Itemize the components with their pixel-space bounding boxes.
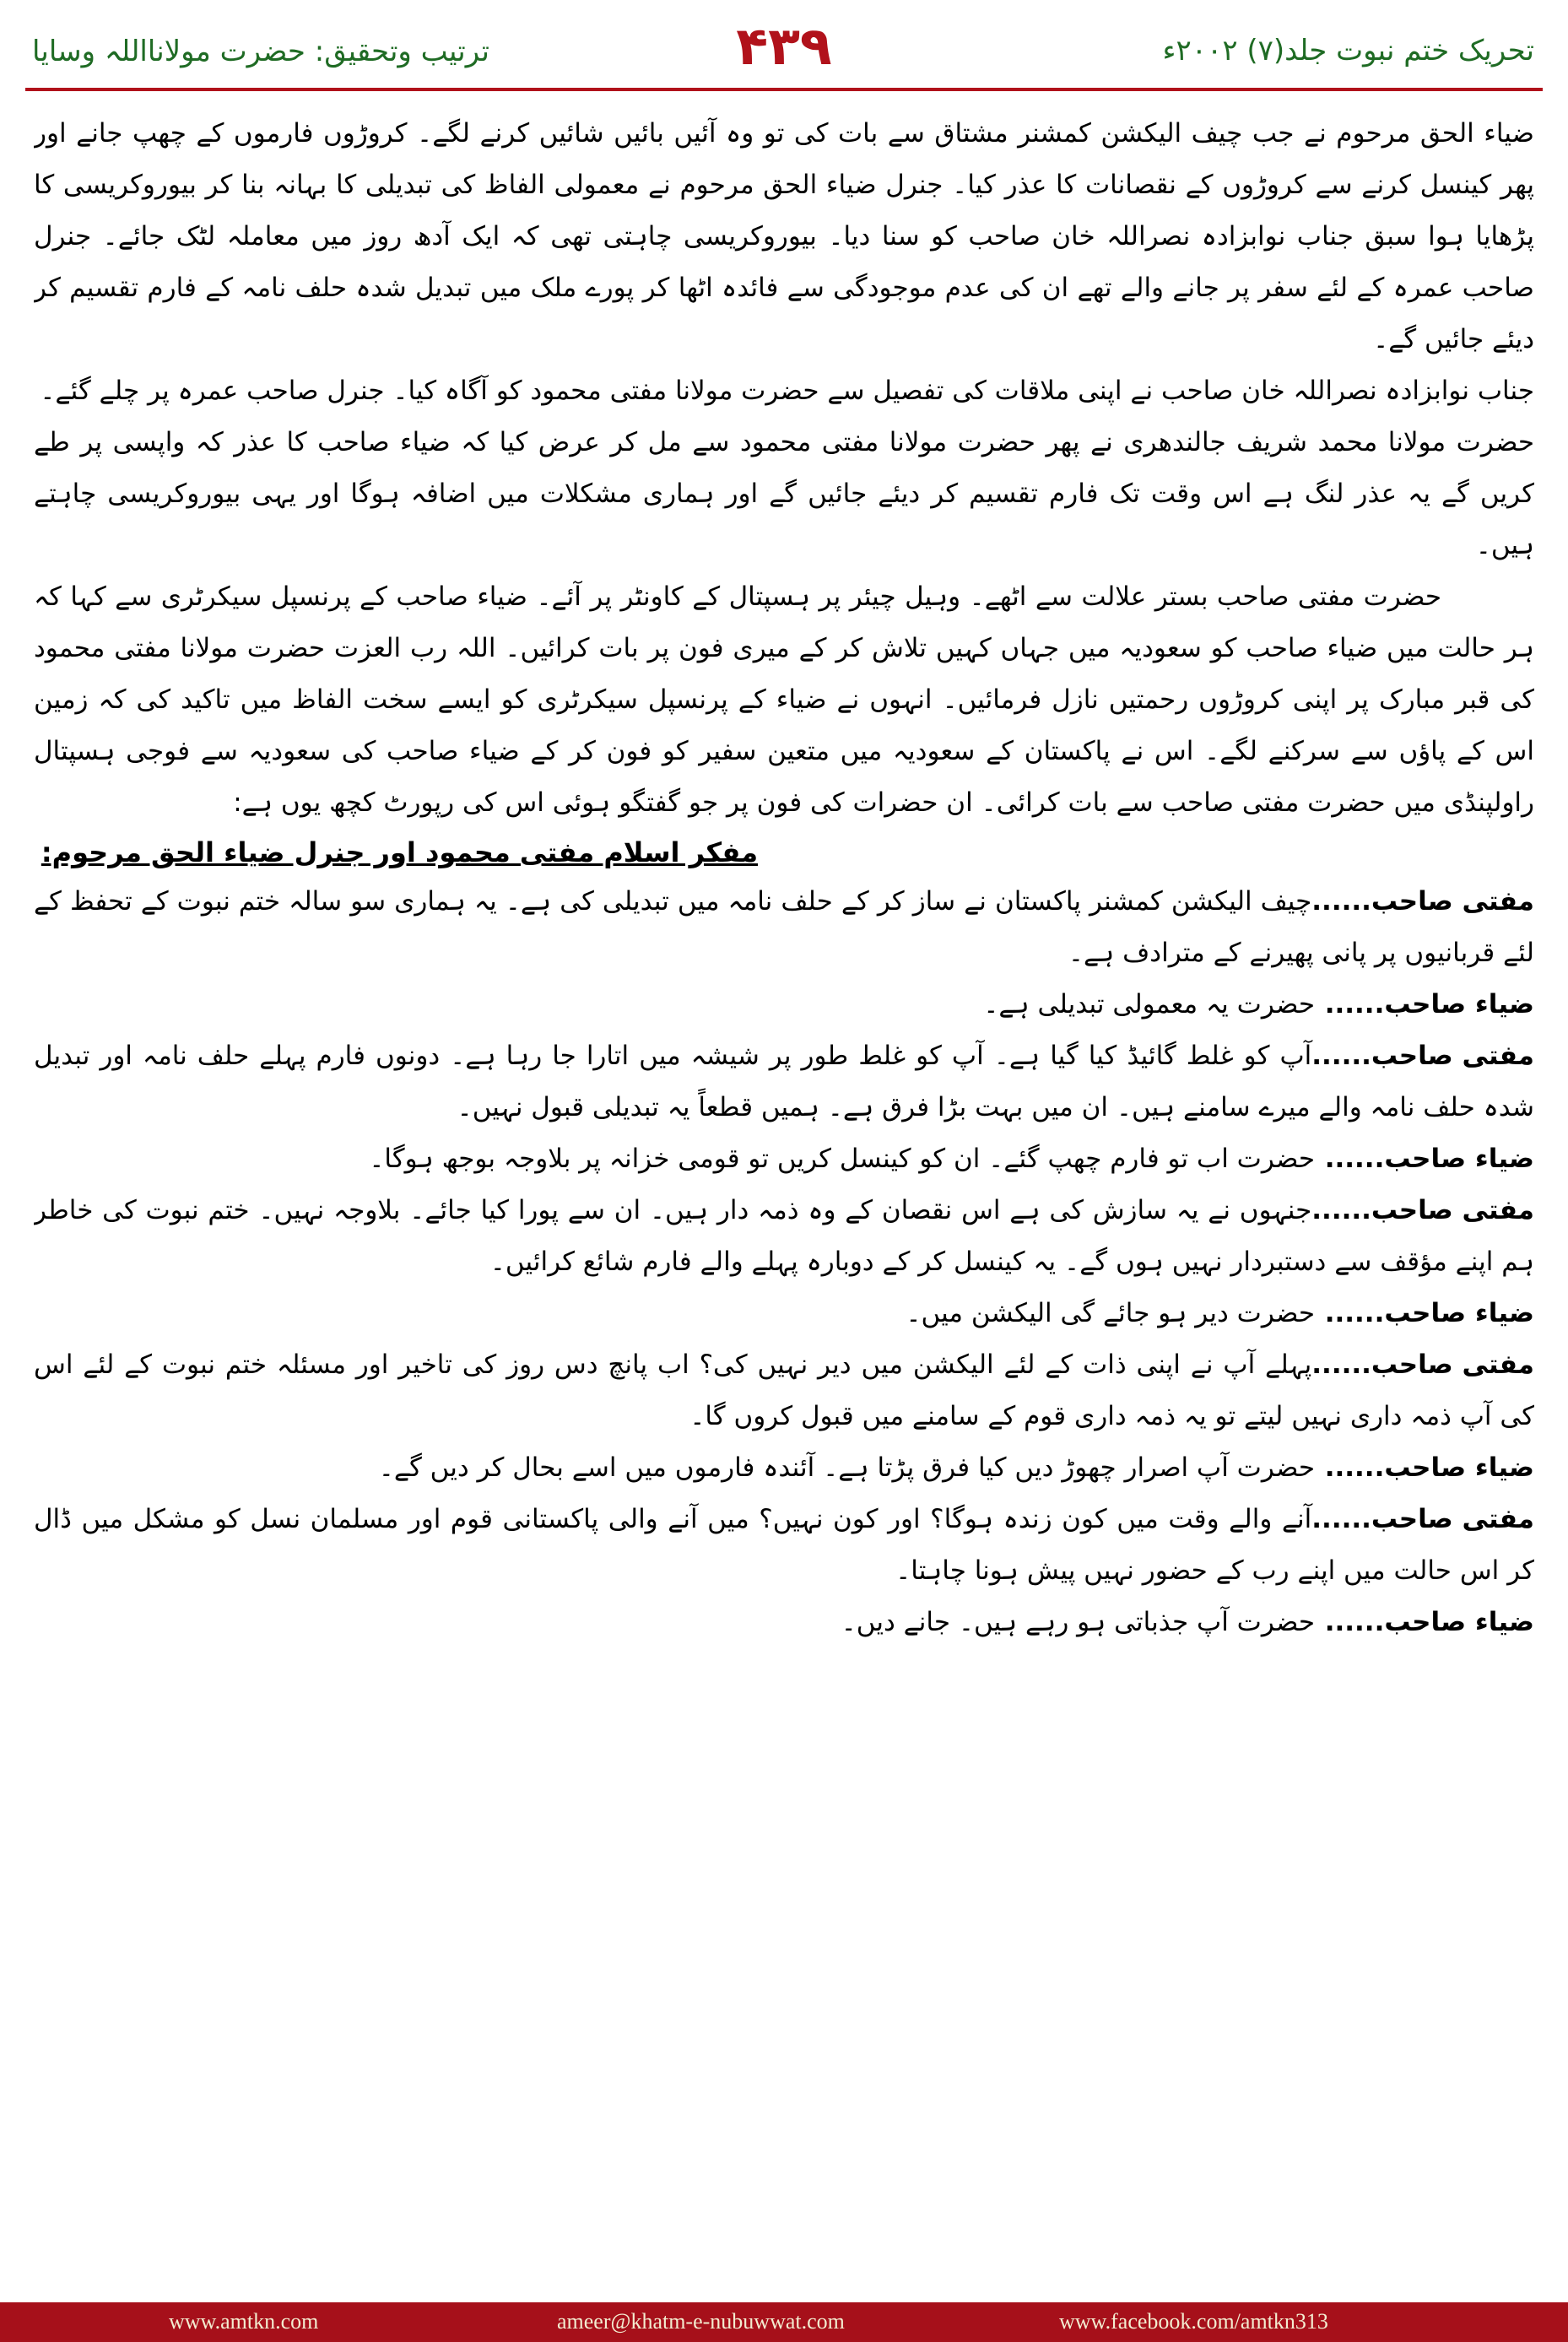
speaker-label: ضیاء صاحب...... xyxy=(1324,989,1534,1020)
dialogue-text: پہلے آپ نے اپنی ذات کے لئے الیکشن میں دیر نہیں کی؟ اب پانچ دس روز کی تاخیر اور مسئلہ ختم نبوت کے لئے اس کی آپ ذمہ داری نہیں لیتے تو یہ ذمہ داری قوم کے سامنے میں قبول کروں گا۔ xyxy=(34,1349,1534,1431)
dialogue-line xyxy=(34,876,1534,979)
speaker-label: ضیاء صاحب...... xyxy=(1324,1298,1534,1328)
dialogue-line xyxy=(34,1185,1534,1288)
speaker-label: مفتی صاحب...... xyxy=(1311,1195,1534,1225)
dialogue-text: حضرت دیر ہو جائے گی الیکشن میں۔ xyxy=(906,1298,1315,1328)
header-divider xyxy=(25,88,1543,91)
website-link[interactable]: www.amtkn.com xyxy=(169,2309,319,2334)
speaker-label: مفتی صاحب...... xyxy=(1311,1349,1534,1380)
paragraph: حضرت مفتی صاحب بستر علالت سے اٹھے۔ وہیل چیئر پر ہسپتال کے کاونٹر پر آئے۔ ضیاء صاحب کے پرنسپل سیکرٹری سے کہا کہ ہر حالت میں ضیاء صاحب کو سعودیہ میں جہاں کہیں تلاش کر کے میری فون پر بات کرائیں۔ اللہ رب العزت حضرت مولانا مفتی محمود کی قبر مبارک پر اپنی کروڑوں رحمتیں نازل فرمائیں۔ انہوں نے ضیاء کے پرنسپل سیکرٹری کو ایسے سخت الفاظ میں تاکید کی کہ زمین اس کے پاؤں سے سرکنے لگے۔ اس نے پاکستان کے سعودیہ میں متعین سفیر کو فون کر کے ضیاء صاحب کی سعودیہ سے فوجی ہسپتال راولپنڈی میں حضرت مفتی صاحب سے بات کرائی۔ ان حضرات کی فون پر جو گفتگو ہوئی اس کی رپورٹ کچھ یوں ہے: xyxy=(34,581,1534,818)
dialogue-text: آپ کو غلط گائیڈ کیا گیا ہے۔ آپ کو غلط طور پر شیشہ میں اتارا جا رہا ہے۔ دونوں فارم پہلے حلف نامہ اور تبدیل شدہ حلف نامہ والے میرے سامنے ہیں۔ ان میں بہت بڑا فرق ہے۔ ہمیں قطعاً یہ تبدیلی قبول نہیں۔ xyxy=(34,1041,1534,1122)
speaker-label: مفتی صاحب...... xyxy=(1311,1504,1534,1534)
dialogue-line xyxy=(34,1288,1534,1339)
speaker-label: ضیاء صاحب...... xyxy=(1324,1144,1534,1174)
speaker-label: ضیاء صاحب...... xyxy=(1324,1607,1534,1637)
page-body xyxy=(34,108,1534,2281)
paragraph: ضیاء الحق مرحوم نے جب چیف الیکشن کمشنر مشتاق سے بات کی تو وہ آئیں بائیں شائیں کرنے لگے۔ کروڑوں فارموں کے چھپ جانے اور پھر کینسل کرنے سے کروڑوں کے نقصانات کا عذر کیا۔ جنرل ضیاء الحق مرحوم نے معمولی الفاظ کی تبدیلی کا بہانہ بنا کر بیوروکریسی کا پڑھایا ہوا سبق جناب نوابزادہ نصراللہ خان صاحب کو سنا دیا۔ بیوروکریسی چاہتی تھی کہ ایک آدھ روز میں معاملہ لٹک جائے۔ جنرل صاحب عمرہ کے لئے سفر پر جانے والے تھے ان کی عدم موجودگی سے فائدہ اٹھا کر پورے ملک میں تبدیل شدہ حلف نامہ کے فارم تقسیم کر دیئے جائیں گے۔ xyxy=(34,118,1534,354)
page-footer xyxy=(0,2302,1568,2342)
book-title: تحریک ختم نبوت جلد(۷) ۲۰۰۲ء xyxy=(1162,34,1534,68)
page-header xyxy=(0,0,1568,93)
dialogue-line xyxy=(34,1494,1534,1597)
dialogue-text: حضرت یہ معمولی تبدیلی ہے۔ xyxy=(983,989,1315,1020)
speaker-label: مفتی صاحب...... xyxy=(1311,886,1534,917)
speaker-label: ضیاء صاحب...... xyxy=(1324,1452,1534,1483)
dialogue-line xyxy=(34,1442,1534,1494)
dialogue-text: حضرت آپ اصرار چھوڑ دیں کیا فرق پڑتا ہے۔ آئندہ فارموں میں اسے بحال کر دیں گے۔ xyxy=(378,1452,1315,1483)
dialogue-line xyxy=(34,1133,1534,1185)
paragraph: حضرت مولانا محمد شریف جالندھری نے پھر حضرت مولانا مفتی محمود سے مل کر عرض کیا کہ ضیاء صاحب کا عذر کہ واپسی پر طے کریں گے یہ عذر لنگ ہے اس وقت تک فارم تقسیم کر دیئے جائیں گے اور ہماری مشکلات میں اضافہ ہوگا اور یہی بیوروکریسی چاہتے ہیں۔ xyxy=(34,427,1534,560)
dialogue-line xyxy=(34,1339,1534,1442)
section-heading: مفکر اسلام مفتی محمود اور جنرل ضیاء الحق مرحوم: xyxy=(41,836,758,868)
compiler-credit: ترتیب وتحقیق: حضرت مولانااللہ وسایا xyxy=(32,35,489,68)
speaker-label: مفتی صاحب...... xyxy=(1311,1041,1534,1071)
dialogue-line xyxy=(34,979,1534,1030)
dialogue-text: حضرت اب تو فارم چھپ گئے۔ ان کو کینسل کریں تو قومی خزانہ پر بلاوجہ بوجھ ہوگا۔ xyxy=(369,1144,1315,1174)
paragraph: جناب نوابزادہ نصراللہ خان صاحب نے اپنی ملاقات کی تفصیل سے حضرت مولانا مفتی محمود کو آگاہ کیا۔ جنرل صاحب عمرہ پر چلے گئے۔ xyxy=(40,376,1534,406)
dialogue-line xyxy=(34,1030,1534,1133)
dialogue-text: چیف الیکشن کمشنر پاکستان نے ساز کر کے حلف نامہ میں تبدیلی کی ہے۔ یہ ہماری سو سالہ ختم نبوت کے تحفظ کے لئے قربانیوں پر پانی پھیرنے کے مترادف ہے۔ xyxy=(34,886,1534,968)
dialogue-line xyxy=(34,1597,1534,1648)
dialogue-text: آنے والے وقت میں کون زندہ ہوگا؟ اور کون نہیں؟ میں آنے والی پاکستانی قوم اور مسلمان نسل کو مشکل میں ڈال کر اس حالت میں اپنے رب کے حضور نہیں پیش ہونا چاہتا۔ xyxy=(34,1504,1534,1586)
dialogue-text: حضرت آپ جذباتی ہو رہے ہیں۔ جانے دیں۔ xyxy=(841,1607,1315,1637)
dialogue-text: جنہوں نے یہ سازش کی ہے اس نقصان کے وہ ذمہ دار ہیں۔ ان سے پورا کیا جائے۔ بلاوجہ نہیں۔ ختم نبوت کی خاطر ہم اپنے مؤقف سے دستبردار نہیں ہوں گے۔ یہ کینسل کر کے دوبارہ پہلے والے فارم شائع کرائیں۔ xyxy=(34,1195,1534,1277)
facebook-link[interactable]: www.facebook.com/amtkn313 xyxy=(1059,2309,1328,2334)
email-link[interactable]: ameer@khatm-e-nubuwwat.com xyxy=(557,2309,845,2334)
page-number: ۴۳۹ xyxy=(736,15,832,77)
